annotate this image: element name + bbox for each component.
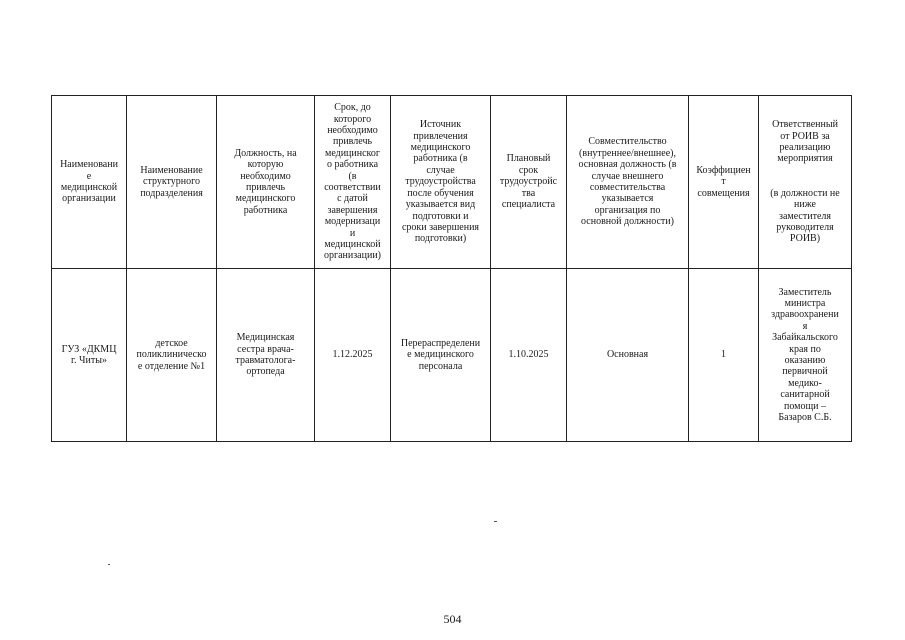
- header-cell-planned-date: Плановый срок трудоустройс тва специалиста: [491, 96, 567, 269]
- header-cell-responsible: Ответственный от РОИВ за реализацию мероприятия (в должности не ниже заместителя руководителя РОИВ): [759, 96, 852, 269]
- cell-planned-date: 1.10.2025: [491, 269, 567, 442]
- header-cell-combination: Совместительство (внутреннее/внешнее), основная должность (в случае внешнего совместительства указывается организация по основной должности): [567, 96, 689, 269]
- cell-organization: ГУЗ «ДКМЦ г. Читы»: [52, 269, 127, 442]
- scan-speck: [108, 564, 110, 565]
- cell-position: Медицинская сестра врача- травматолога- ортопеда: [217, 269, 315, 442]
- header-cell-organization: Наименовани е медицинской организации: [52, 96, 127, 269]
- table-header-row: [52, 96, 852, 269]
- page-number: 504: [443, 612, 462, 626]
- cell-coefficient: 1: [689, 269, 759, 442]
- header-cell-deadline: Срок, до которого необходимо привлечь медицинског о работника (в соответствии с датой завершения модернизаци и медицинской организации): [315, 96, 391, 269]
- staffing-table: [51, 95, 852, 442]
- cell-combination: Основная: [567, 269, 689, 442]
- cell-source: Перераспределени е медицинского персонала: [391, 269, 491, 442]
- table-row: [52, 269, 852, 442]
- cell-subdivision: детское поликлиническо е отделение №1: [127, 269, 217, 442]
- header-cell-position: Должность, на которую необходимо привлечь медицинского работника: [217, 96, 315, 269]
- cell-responsible: Заместитель министра здравоохранени я Забайкальского края по оказанию первичной медико- санитарной помощи – Базаров С.Б.: [759, 269, 852, 442]
- cell-deadline: 1.12.2025: [315, 269, 391, 442]
- header-cell-subdivision: Наименование структурного подразделения: [127, 96, 217, 269]
- header-cell-coefficient: Коэффициен т совмещения: [689, 96, 759, 269]
- scan-speck: [494, 521, 497, 522]
- header-cell-source: Источник привлечения медицинского работника (в случае трудоустройства после обучения указывается вид подготовки и сроки завершения подготовки): [391, 96, 491, 269]
